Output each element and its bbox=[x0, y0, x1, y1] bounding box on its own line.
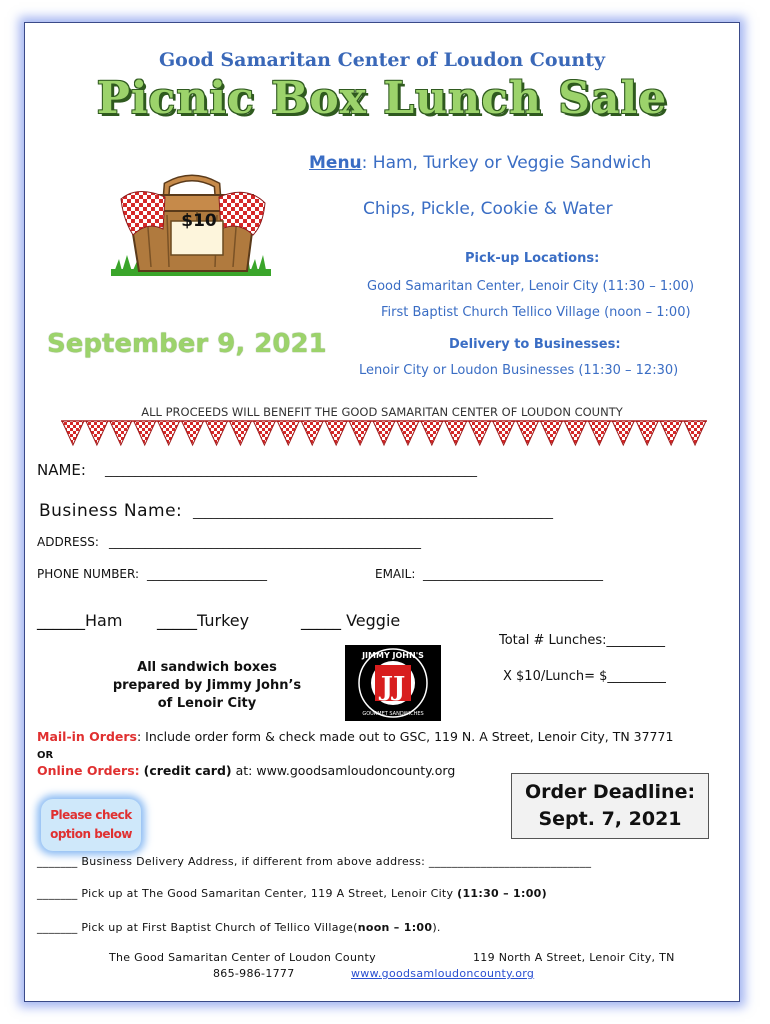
bunting-pennant bbox=[301, 421, 323, 445]
footer-website-link[interactable]: www.goodsamloudoncounty.org bbox=[351, 967, 535, 980]
jj-note-line-2: prepared by Jimmy John’s bbox=[112, 678, 302, 693]
bunting-pennant bbox=[158, 421, 180, 445]
bunting-pennant bbox=[206, 421, 228, 445]
bunting-pennant bbox=[182, 421, 204, 445]
business-name-label: Business Name: bbox=[39, 501, 183, 521]
pickup-location-1: Good Samaritan Center, Lenoir City (11:30 – 1:00) bbox=[367, 279, 695, 294]
bunting-pennant bbox=[660, 421, 682, 445]
proceeds-banner: ALL PROCEEDS WILL BENEFIT THE GOOD SAMARITAN CENTER OF LOUDON COUNTY bbox=[141, 405, 623, 419]
logo-bottom-text: GOURMET SANDWICHES bbox=[362, 711, 424, 717]
deadline-line-2: Sept. 7, 2021 bbox=[538, 808, 682, 830]
bunting-pennant bbox=[588, 421, 610, 445]
bunting-pennant bbox=[134, 421, 156, 445]
check-note-line-2: option below bbox=[50, 827, 132, 841]
order-deadline-box bbox=[511, 773, 709, 839]
bunting-pennant bbox=[110, 421, 132, 445]
delivery-heading: Delivery to Businesses: bbox=[449, 337, 621, 352]
turkey-quantity[interactable]: _____Turkey bbox=[157, 611, 250, 630]
footer-phone: 865-986-1777 bbox=[213, 967, 295, 980]
delivery-info: Lenoir City or Loudon Businesses (11:30 – 12:30) bbox=[359, 363, 679, 378]
bunting-pennant bbox=[541, 421, 563, 445]
online-orders bbox=[37, 763, 455, 778]
bunting-pennant bbox=[373, 421, 395, 445]
name-label: NAME: bbox=[37, 461, 86, 479]
opt3-end: ). bbox=[432, 921, 441, 934]
logo-mark: JJ bbox=[380, 672, 406, 702]
opt2-time: (11:30 – 1:00) bbox=[457, 887, 547, 900]
bunting-pennant bbox=[62, 421, 84, 445]
price-tag: $10 bbox=[181, 211, 217, 231]
mail-in-orders bbox=[37, 729, 673, 744]
phone-label: PHONE NUMBER: bbox=[37, 567, 140, 581]
check-note-line-1: Please check bbox=[50, 808, 132, 822]
option-business-delivery[interactable]: _______ Business Delivery Address, if different from above address: ____________________________ bbox=[37, 855, 592, 868]
email-label: EMAIL: bbox=[375, 567, 416, 581]
footer-org: The Good Samaritan Center of Loudon County bbox=[109, 951, 376, 964]
ham-quantity[interactable]: ______Ham bbox=[37, 611, 123, 630]
mail-in-label: Mail-in Orders bbox=[37, 729, 137, 744]
bunting-pennant bbox=[564, 421, 586, 445]
email-field-line[interactable]: ______________________________ bbox=[423, 567, 603, 581]
business-name-field-line[interactable]: ____________________________________________________________ bbox=[193, 505, 553, 519]
bunting-pennant bbox=[493, 421, 515, 445]
bunting-pennant bbox=[469, 421, 491, 445]
flyer-title: Picnic Box Lunch Sale bbox=[96, 73, 668, 124]
address-label: ADDRESS: bbox=[37, 535, 99, 549]
bunting-pennant bbox=[349, 421, 371, 445]
bunting-decoration bbox=[61, 419, 707, 447]
menu-items: : Ham, Turkey or Veggie Sandwich bbox=[361, 153, 652, 173]
bunting-pennant bbox=[421, 421, 443, 445]
menu-label: Menu bbox=[309, 153, 362, 173]
name-field-line[interactable]: ______________________________________________________________ bbox=[105, 463, 477, 477]
bunting-pennant bbox=[253, 421, 275, 445]
mail-in-text: : Include order form & check made out to GSC, 119 N. A Street, Lenoir City, TN 37771 bbox=[137, 729, 674, 744]
bunting-pennant bbox=[517, 421, 539, 445]
pickup-heading: Pick-up Locations: bbox=[465, 251, 600, 266]
deadline-line-1: Order Deadline: bbox=[524, 781, 696, 803]
footer-address: 119 North A Street, Lenoir City, TN bbox=[473, 951, 675, 964]
bunting-pennant bbox=[636, 421, 658, 445]
bunting-pennant bbox=[229, 421, 251, 445]
bunting-pennant bbox=[445, 421, 467, 445]
address-field-line[interactable]: ____________________________________________________ bbox=[109, 535, 421, 549]
logo-top-text: JIMMY JOHN'S bbox=[362, 651, 424, 660]
pickup-location-2: First Baptist Church Tellico Village (noon – 1:00) bbox=[381, 305, 691, 320]
bunting-pennant bbox=[612, 421, 634, 445]
opt3-text: _______ Pick up at First Baptist Church of Tellico Village( bbox=[37, 921, 358, 934]
total-price[interactable]: X $10/Lunch= $_________ bbox=[503, 669, 666, 684]
event-date: September 9, 2021 bbox=[47, 329, 327, 359]
jimmy-johns-note bbox=[87, 659, 327, 713]
menu-line-1 bbox=[309, 153, 651, 173]
veggie-quantity[interactable]: _____ Veggie bbox=[301, 611, 401, 630]
menu-line-2: Chips, Pickle, Cookie & Water bbox=[363, 199, 613, 219]
total-lunches[interactable]: Total # Lunches:_________ bbox=[499, 633, 666, 648]
bunting-pennant bbox=[277, 421, 299, 445]
jj-note-line-3: of Lenoir City bbox=[157, 696, 257, 711]
option-pickup-fbc[interactable] bbox=[37, 921, 441, 934]
check-option-note bbox=[41, 799, 141, 851]
jimmy-johns-logo bbox=[345, 645, 441, 721]
online-credit: (credit card) bbox=[143, 763, 232, 778]
online-label: Online Orders: bbox=[37, 763, 140, 778]
flyer-frame bbox=[24, 22, 740, 1002]
bunting-pennant bbox=[397, 421, 419, 445]
bunting-pennant bbox=[86, 421, 108, 445]
or-text: OR bbox=[37, 750, 54, 761]
phone-field-line[interactable]: ____________________ bbox=[147, 567, 267, 581]
jj-note-line-1: All sandwich boxes bbox=[137, 660, 277, 675]
online-text: at: www.goodsamloudoncounty.org bbox=[231, 763, 456, 778]
organization-heading: Good Samaritan Center of Loudon County bbox=[158, 49, 606, 71]
bunting-pennant bbox=[684, 421, 706, 445]
bunting-pennant bbox=[325, 421, 347, 445]
option-pickup-gsc[interactable] bbox=[37, 887, 547, 900]
opt2-text: _______ Pick up at The Good Samaritan Center, 119 A Street, Lenoir City bbox=[37, 887, 458, 900]
opt3-time: noon – 1:00 bbox=[357, 921, 433, 934]
